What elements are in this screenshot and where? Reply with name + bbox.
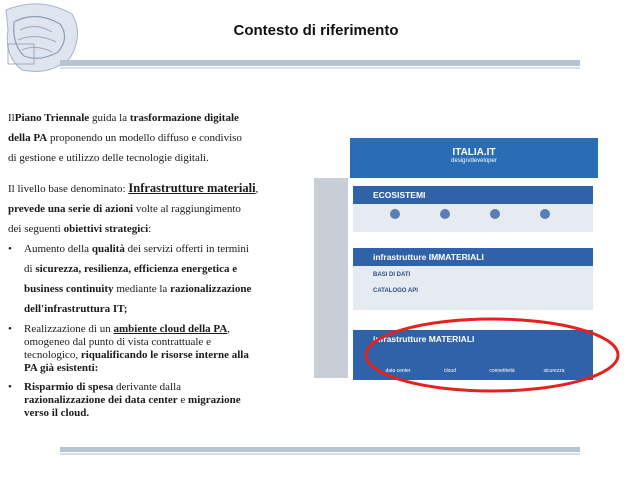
italia-box (350, 138, 598, 178)
catalogo-api-label: CATALOGO API (373, 288, 418, 294)
layer-immateriali-title: infrastrutture IMMATERIALI (353, 248, 593, 266)
para2-line2: prevede una serie di azioni volte al raggiungimento (8, 203, 241, 215)
basi-di-dati-label: BASI DI DATI (373, 272, 411, 278)
layer-immateriali-body (353, 266, 593, 310)
side-label: CYBER SECURITY MONITORAGGIO (309, 217, 316, 343)
italia-subtitle: design/developer (451, 158, 497, 164)
para1-line1: IlPiano Triennale guida la trasformazione digitale (8, 112, 239, 124)
item-cloud: cloud (444, 368, 456, 374)
logo (0, 0, 86, 86)
highlight-circle (362, 315, 626, 395)
italia-title: ITALIA.IT (452, 147, 496, 158)
layer-materiali-title: infrastrutture MATERIALI (353, 330, 593, 348)
bullet-savings: • Risparmio di spesa derivante dalla razionalizzazione dei data center e migrazione verso il cloud. (8, 381, 241, 419)
bullet-cloud: • Realizzazione di un ambiente cloud della PA, omogeneo dal punto di vista contrattuale e tecnologico, riqualificando le risorse interne alla PA già esistenti: (8, 323, 249, 374)
item-sicurezza: sicurezza (543, 368, 565, 374)
para2-line3: dei seguenti obiettivi strategici: (8, 223, 152, 235)
item-data-center: data center (385, 368, 411, 374)
top-divider-thin (60, 67, 580, 69)
para1-line3: di gestione e utilizzo delle tecnologie digitali. (8, 152, 209, 164)
top-divider (60, 60, 580, 66)
layer-ecosistemi-body (353, 204, 593, 232)
para2-line1: Il livello base denominato: Infrastrutture materiali, (8, 181, 259, 195)
layer-ecosistemi (353, 186, 593, 232)
item-connettivita: connettività (489, 368, 515, 374)
bottom-divider (60, 447, 580, 452)
bullet-quality: • Aumento della qualità dei servizi offerti in termini di sicurezza, resilienza, efficienza energetica e business continuity mediante la razionalizzazione dell'infrastruttura IT; (8, 243, 252, 315)
bottom-divider-thin (60, 453, 580, 455)
layer-ecosistemi-title: ECOSISTEMI (353, 186, 593, 204)
page-title: Contesto di riferimento (233, 22, 399, 39)
para1-line2: della PA proponendo un modello diffuso e condiviso (8, 132, 242, 144)
body-text (8, 108, 310, 420)
layer-immateriali (353, 248, 593, 310)
